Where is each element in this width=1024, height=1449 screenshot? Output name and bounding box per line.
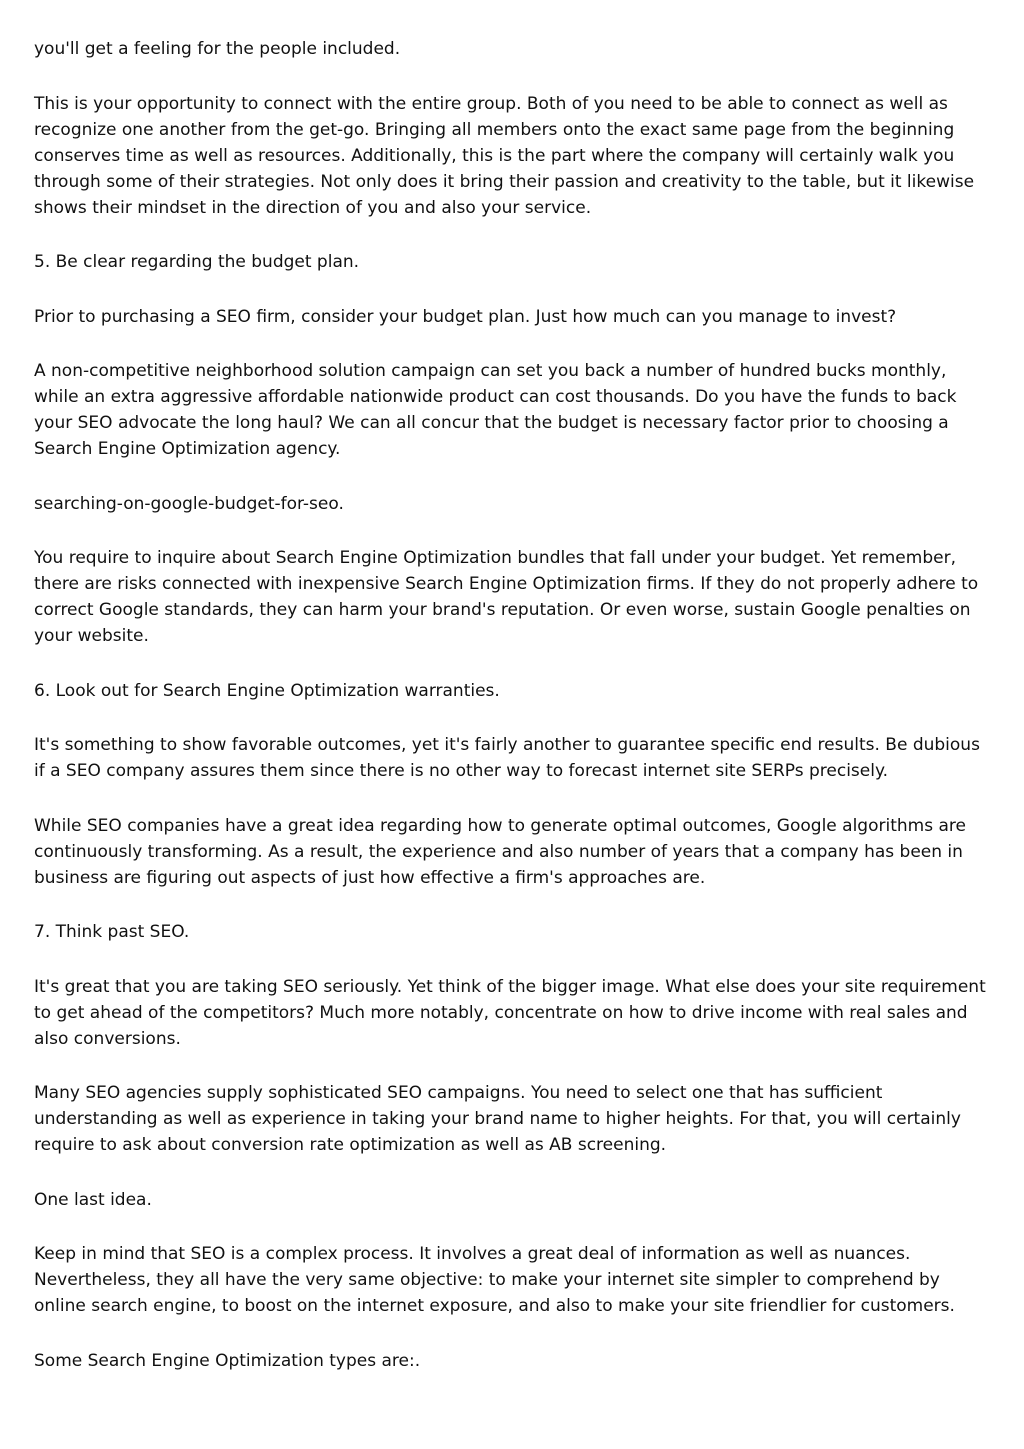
heading-budget-plan: 5. Be clear regarding the budget plan. bbox=[34, 252, 360, 272]
paragraph-seo-agencies: Many SEO agencies supply sophisticated SEO campaigns. You need to select one that has sufficient understanding as well as experience in taking your brand name to higher heights. For that, you will certainly require to ask about conversion rate optimization as well as AB screening. bbox=[34, 1083, 961, 1155]
paragraph-complex-process: Keep in mind that SEO is a complex process. It involves a great deal of information as well as nuances. Nevertheless, they all have the very same objective: to make your internet site simpler to comprehend by online search engine, to boost on the internet exposure, and also to make your site friendlier for customers. bbox=[34, 1244, 955, 1316]
paragraph-bigger-image: It's great that you are taking SEO seriously. Yet think of the bigger image. What else does your site requirement to get ahead of the competitors? Much more notably, concentrate on how to drive income with real sales and also conversions. bbox=[34, 976, 986, 1049]
heading-think-past-seo: 7. Think past SEO. bbox=[34, 922, 190, 942]
paragraph-seo-types: Some Search Engine Optimization types are:. bbox=[34, 1350, 421, 1371]
paragraph-intro-feeling: you'll get a feeling for the people included. bbox=[34, 39, 401, 59]
paragraph-campaign-cost: A non-competitive neighborhood solution campaign can set you back a number of hundred bucks monthly, while an extra aggressive affordable nationwide product can cost thousands. Do you have the funds to back your SEO advocate the long haul? We can all concur that the budget is necessary factor prior to choosing a Search Engine Optimization agency. bbox=[34, 361, 957, 459]
paragraph-seo-bundles: You require to inquire about Search Engine Optimization bundles that fall under your budget. Yet remember, there are risks connected with inexpensive Search Engine Optimization firms. If they do not properly adhere to correct Google standards, they can harm your brand's reputation. Or even worse, sustain Google penalties on your website. bbox=[34, 548, 979, 646]
heading-seo-warranties: 6. Look out for Search Engine Optimization warranties. bbox=[34, 680, 500, 701]
paragraph-google-algorithms: While SEO companies have a great idea regarding how to generate optimal outcomes, Google algorithms are continuously transforming. As a result, the experience and also number of years that a company has been in business are figuring out aspects of just how effective a firm's approaches are. bbox=[34, 815, 966, 888]
paragraph-connect-group: This is your opportunity to connect with the entire group. Both of you need to be able to connect as well as recognize one another from the get-go. Bringing all members onto the exact same page from the beginning conserves time as well as resources. Additionally, this is the part where the company will certainly walk you through some of their strategies. Not only does it bring their passion and creativity to the table, but it likewise shows their mindset in the direction of you and also your service. bbox=[34, 93, 975, 218]
paragraph-image-caption: searching-on-google-budget-for-seo. bbox=[34, 493, 344, 514]
heading-last-idea: One last idea. bbox=[34, 1189, 152, 1210]
paragraph-consider-budget: Prior to purchasing a SEO firm, consider your budget plan. Just how much can you manage to invest? bbox=[34, 306, 897, 327]
paragraph-favorable-outcomes: It's something to show favorable outcomes, yet it's fairly another to guarantee specific end results. Be dubious if a SEO company assures them since there is no other way to forecast internet site SERPs precisely. bbox=[34, 735, 980, 781]
